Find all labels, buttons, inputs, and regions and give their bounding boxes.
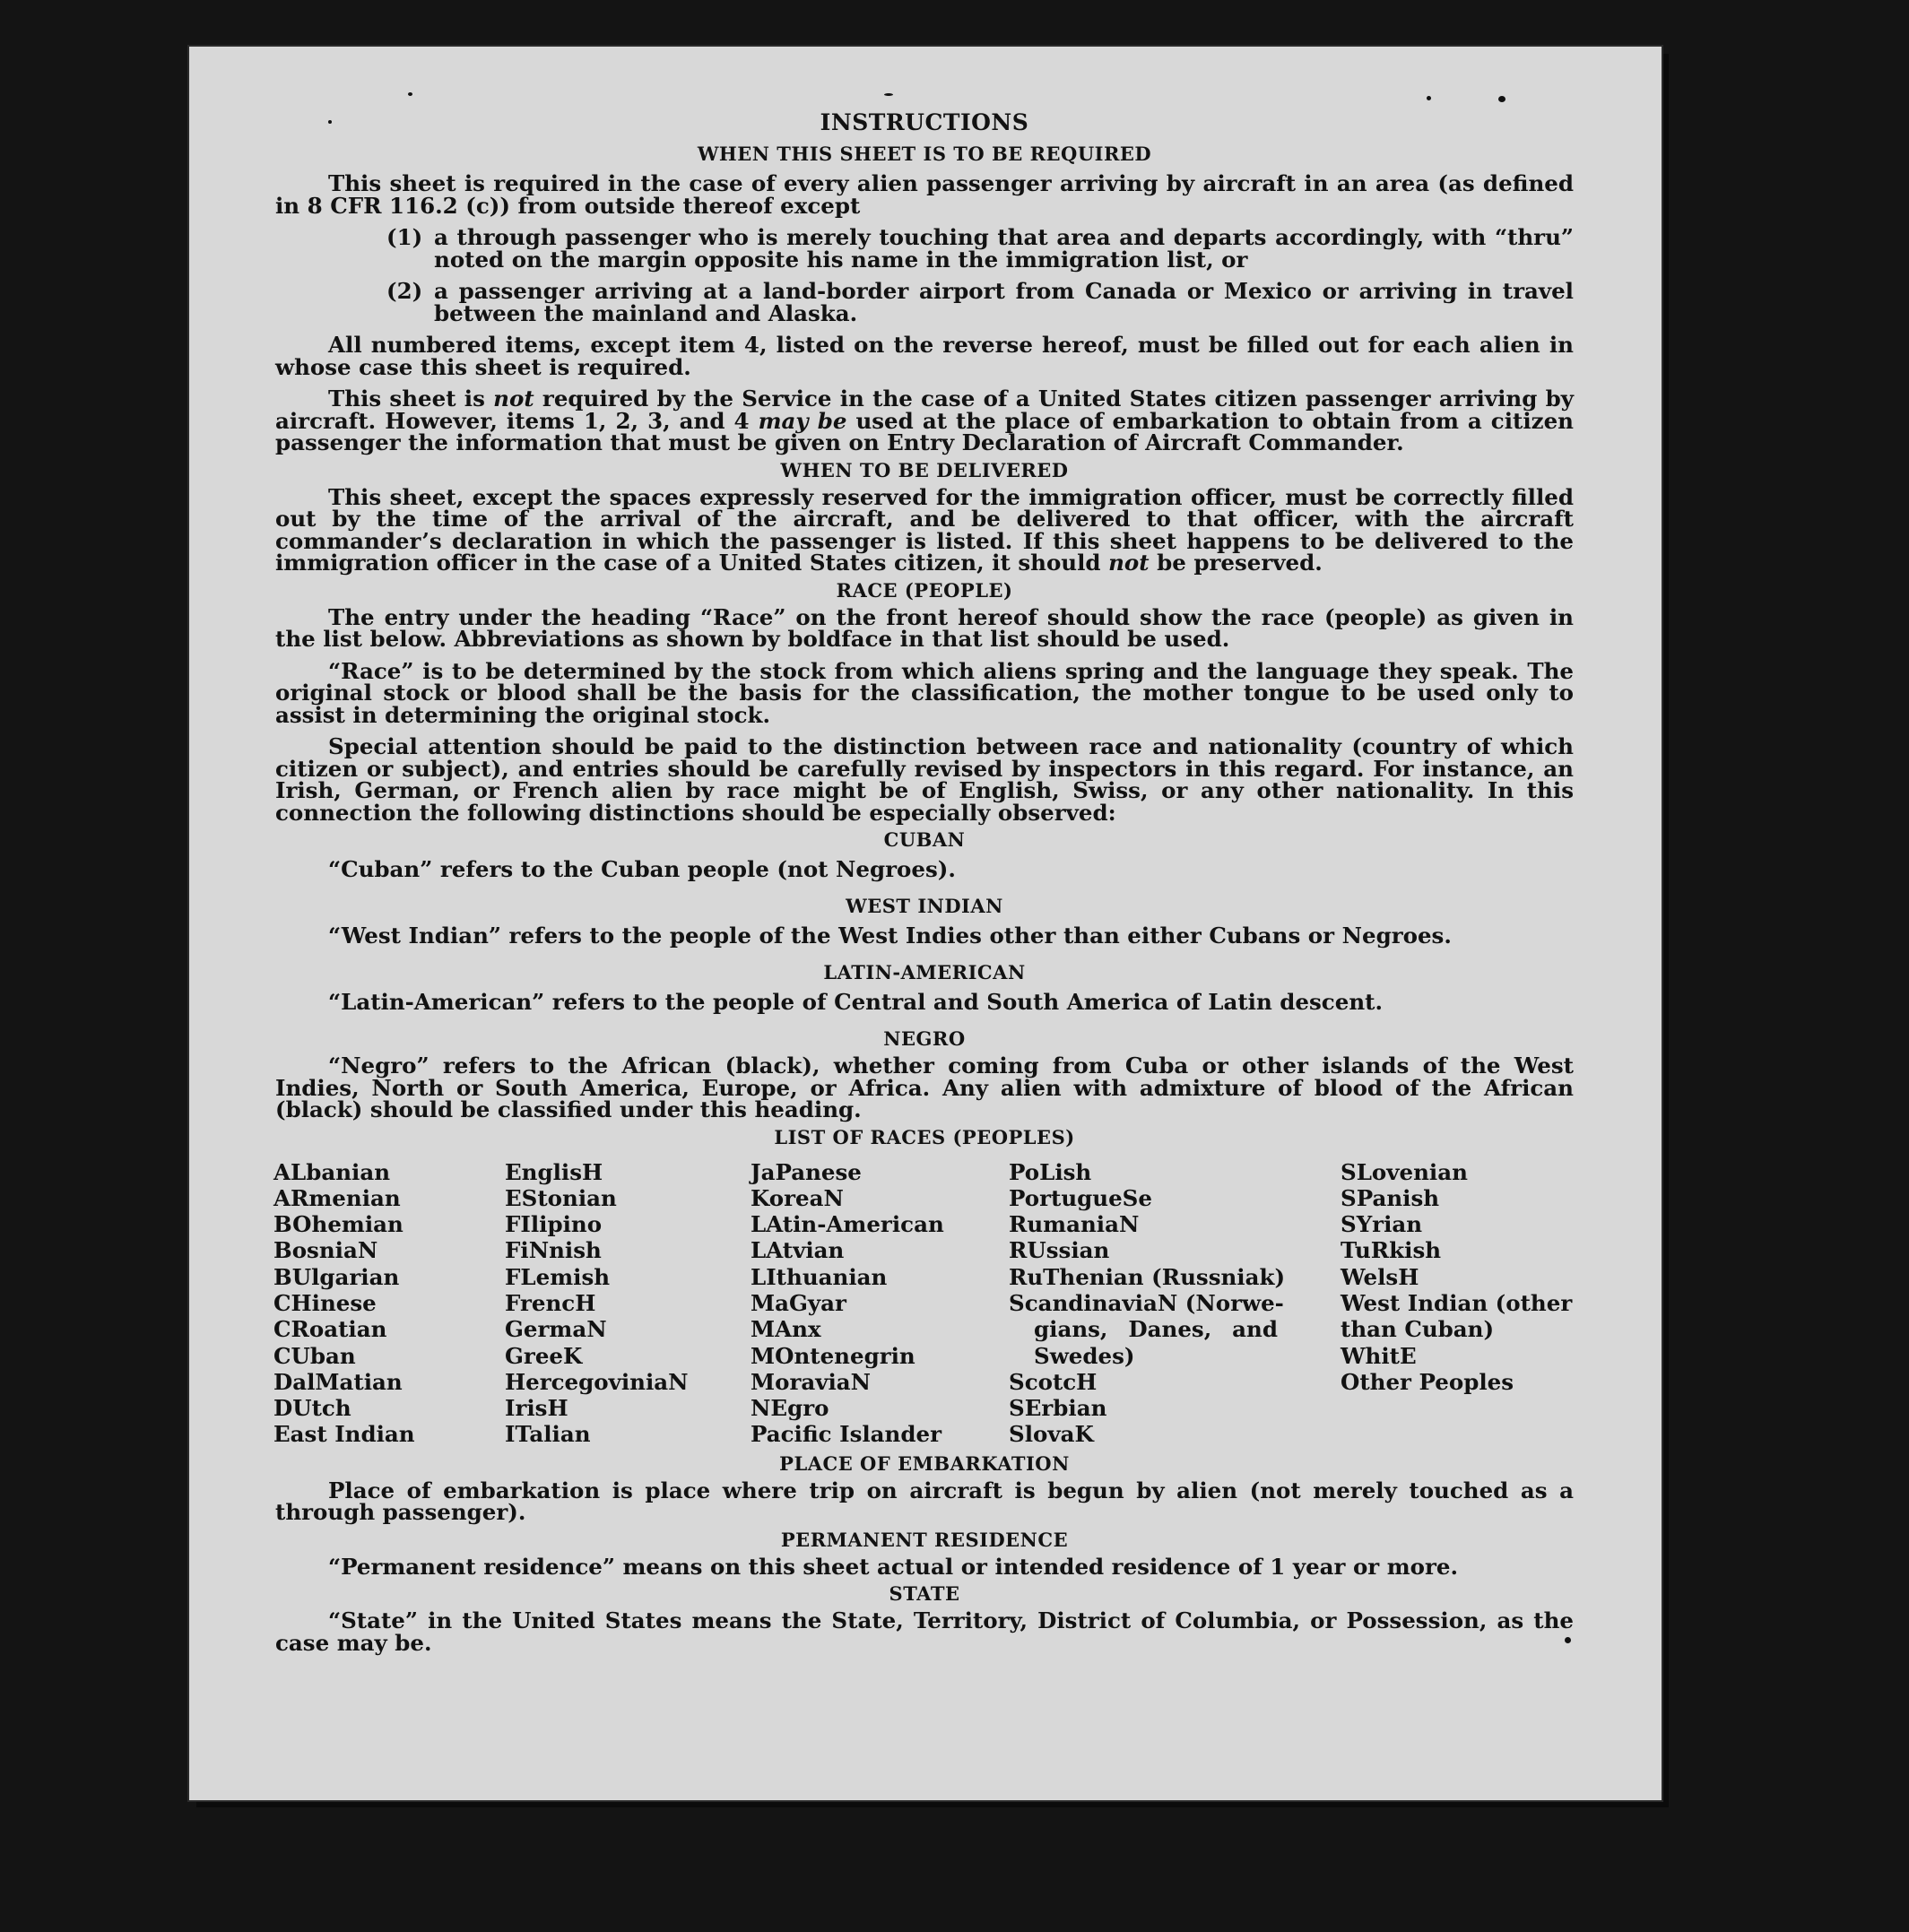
race-entry: West Indian (other bbox=[1341, 1289, 1573, 1316]
race-entry: MaGyar bbox=[751, 1289, 846, 1316]
text-run: The entry under the heading “Race” on the front hereof should show the race (people) as given in the list below. Abbreviations as shown by bbox=[275, 603, 1574, 652]
race-entry: MAnx bbox=[751, 1316, 821, 1343]
west-indian-definition: “West Indian” refers to the people of the West Indies other than either Cubans or Negroes. bbox=[328, 923, 1452, 949]
scan-speck bbox=[1427, 96, 1431, 100]
race-entry: BosniaN bbox=[273, 1237, 378, 1264]
race-entry: EnglisH bbox=[505, 1158, 603, 1185]
heading-state: STATE bbox=[889, 1582, 960, 1606]
races-column-3 bbox=[751, 1159, 1009, 1448]
race-entry-other-peoples: Other Peoples bbox=[1341, 1368, 1514, 1395]
race-entry: ScotcH bbox=[1009, 1368, 1098, 1395]
races-column-2 bbox=[505, 1159, 751, 1448]
race-entry-continued: than Cuban) bbox=[1341, 1316, 1495, 1343]
state-definition: “State” in the United States means the State, Territory, District of Columbia, or Possession, as the case may be. bbox=[275, 1607, 1574, 1656]
race-entry: MOntenegrin bbox=[751, 1342, 915, 1369]
race-paragraph-1 bbox=[275, 603, 1574, 652]
race-entry: SYrian bbox=[1341, 1211, 1423, 1238]
race-entry: EStonian bbox=[505, 1184, 617, 1211]
race-entry: KoreaN bbox=[751, 1184, 844, 1211]
races-column-5 bbox=[1341, 1159, 1572, 1448]
heading-negro: NEGRO bbox=[883, 1027, 966, 1050]
race-entry: SLovenian bbox=[1341, 1158, 1468, 1185]
residence-definition: “Permanent residence” means on this sheet actual or intended residence of 1 year or more. bbox=[328, 1553, 1459, 1580]
race-entry: SErbian bbox=[1009, 1395, 1107, 1422]
race-entry: CRoatian bbox=[273, 1316, 387, 1343]
heading-place-of-embarkation: PLACE OF EMBARKATION bbox=[779, 1451, 1070, 1475]
race-entry: LAtvian bbox=[751, 1237, 845, 1264]
italic-emphasis: may be bbox=[758, 407, 847, 434]
text-run: in that list should be used. bbox=[892, 626, 1230, 652]
text-run: be preserved. bbox=[1149, 550, 1323, 576]
race-entry: FiNnish bbox=[505, 1237, 602, 1264]
heading-west-indian: WEST INDIAN bbox=[846, 895, 1003, 917]
heading-permanent-residence: PERMANENT RESIDENCE bbox=[780, 1528, 1069, 1551]
race-entry: East Indian bbox=[273, 1421, 415, 1448]
heading-list-of-races: LIST OF RACES (PEOPLES) bbox=[774, 1125, 1075, 1148]
race-entry: ALbanian bbox=[273, 1158, 391, 1185]
text-run: required by the Service in the case of a United States citizen passenger arriving by aircraft. However, items 1, 2, 3, and 4 bbox=[275, 386, 1574, 434]
race-entry: WhitE bbox=[1341, 1342, 1417, 1369]
heading-when-delivered: WHEN TO BE DELIVERED bbox=[780, 458, 1069, 481]
scan-speck bbox=[1498, 96, 1506, 102]
races-column-1 bbox=[273, 1159, 505, 1448]
race-entry: JaPanese bbox=[751, 1158, 862, 1185]
race-entry: ScandinaviaN (Norwe- bbox=[1009, 1289, 1284, 1316]
race-entry: RUssian bbox=[1009, 1237, 1110, 1264]
race-entry-continued: Swedes) bbox=[1034, 1342, 1135, 1369]
race-entry: BUlgarian bbox=[273, 1263, 400, 1290]
text-run: used at the place of embarkation to obtain from a citizen passenger the information that must be given on Entry Declaration of Aircraft Commander. bbox=[275, 407, 1574, 455]
text-run: This sheet, except the spaces expressly reserved for the immigration officer, must be correctly filled out by the time of the arrival of the aircraft, and be delivered to that officer, with the aircraft commander’s declaration in which the passenger is listed. If this sheet happens to be delivered to the immigration officer in the case of a United States citizen, it should bbox=[275, 483, 1574, 576]
scan-speck bbox=[408, 92, 412, 96]
race-entry-continued: gians, Danes, and bbox=[1034, 1316, 1278, 1343]
italic-emphasis: not bbox=[493, 386, 534, 412]
race-entry: BOhemian bbox=[273, 1211, 403, 1238]
document-body bbox=[275, 106, 1574, 1654]
race-entry: FLemish bbox=[505, 1263, 611, 1290]
race-entry: SlovaK bbox=[1009, 1421, 1094, 1448]
race-entry: ARmenian bbox=[273, 1184, 401, 1211]
exception-item-2 bbox=[386, 278, 1574, 326]
race-entry: GreeK bbox=[505, 1342, 583, 1369]
races-list bbox=[273, 1159, 1574, 1448]
race-paragraph-2: “Race” is to be determined by the stock from which aliens spring and the language they speak. The original stock or blood shall be the basis for the classification, the mother tongue to be used only to assist in determining the original stock. bbox=[275, 657, 1574, 728]
item-text: a passenger arriving at a land-border airport from Canada or Mexico or arriving in travel between the mainland and Alaska. bbox=[434, 278, 1574, 326]
heading-race: RACE (PEOPLE) bbox=[836, 578, 1013, 602]
text-run: This sheet is bbox=[328, 386, 494, 412]
scan-speck bbox=[884, 93, 893, 96]
race-entry: TuRkish bbox=[1341, 1237, 1442, 1264]
race-entry: DalMatian bbox=[273, 1368, 403, 1395]
item-text: a through passenger who is merely touching that area and departs accordingly, with “thru” noted on the margin opposite his name in the immigration list, or bbox=[434, 224, 1574, 273]
race-entry: GermaN bbox=[505, 1316, 607, 1343]
cuban-definition: “Cuban” refers to the Cuban people (not Negroes). bbox=[328, 856, 956, 882]
race-entry: IrisH bbox=[505, 1395, 568, 1422]
race-entry: SPanish bbox=[1341, 1184, 1440, 1211]
italic-emphasis: not bbox=[1108, 550, 1150, 576]
race-entry: WelsH bbox=[1341, 1263, 1419, 1290]
race-entry: CUban bbox=[273, 1342, 356, 1369]
latin-american-definition: “Latin-American” refers to the people of Central and South America of Latin descent. bbox=[328, 989, 1383, 1015]
race-entry: Pacific Islander bbox=[751, 1421, 941, 1448]
race-entry: LAtin-American bbox=[751, 1211, 944, 1238]
race-entry: CHinese bbox=[273, 1289, 377, 1316]
page-title: INSTRUCTIONS bbox=[820, 109, 1029, 135]
delivered-paragraph bbox=[275, 483, 1574, 576]
race-entry: NEgro bbox=[751, 1395, 829, 1422]
race-entry: DUtch bbox=[273, 1395, 351, 1422]
race-entry: PoLish bbox=[1009, 1158, 1092, 1185]
required-paragraph-3 bbox=[275, 388, 1574, 455]
race-entry: FrencH bbox=[505, 1289, 596, 1316]
race-entry: PortugueSe bbox=[1009, 1184, 1152, 1211]
item-number: (1) bbox=[386, 224, 423, 250]
races-column-4 bbox=[1009, 1158, 1286, 1448]
negro-definition: “Negro” refers to the African (black), whether coming from Cuba or other islands of the West Indies, North or South America, Europe, or Africa. Any alien with admixture of blood of the African (black) should be classified under this heading. bbox=[275, 1053, 1574, 1122]
race-entry: FIlipino bbox=[505, 1211, 603, 1238]
document-page bbox=[189, 47, 1662, 1800]
required-intro: This sheet is required in the case of every alien passenger arriving by aircraft in an area (as defined in 8 CFR 116.2 (c)) from outside thereof except bbox=[275, 170, 1574, 219]
required-paragraph-2: All numbered items, except item 4, listed on the reverse hereof, must be filled out for each alien in whose case this sheet is required. bbox=[275, 332, 1574, 380]
race-paragraph-3: Special attention should be paid to the distinction between race and nationality (country of which citizen or subject), and entries should be carefully revised by inspectors in this regard. For instance, an Irish, German, or French alien by race might be of English, Swiss, or any other nationality. In this connection the following distinctions should be especially observed: bbox=[275, 733, 1574, 826]
bold-emphasis: boldface bbox=[787, 626, 893, 652]
race-entry: HercegoviniaN bbox=[505, 1368, 689, 1395]
heading-when-required: WHEN THIS SHEET IS TO BE REQUIRED bbox=[697, 143, 1152, 165]
heading-latin-american: LATIN-AMERICAN bbox=[823, 961, 1026, 983]
race-entry: MoraviaN bbox=[751, 1368, 872, 1395]
race-entry: RumaniaN bbox=[1009, 1211, 1140, 1238]
item-number: (2) bbox=[386, 278, 423, 304]
heading-cuban: CUBAN bbox=[883, 828, 966, 851]
race-entry: ITalian bbox=[505, 1421, 591, 1448]
exception-item-1 bbox=[386, 224, 1574, 273]
race-entry: RuThenian (Russniak) bbox=[1009, 1263, 1286, 1290]
embarkation-definition: Place of embarkation is place where trip on aircraft is begun by alien (not merely touched as a through passenger). bbox=[275, 1477, 1574, 1526]
race-entry: LIthuanian bbox=[751, 1263, 888, 1290]
